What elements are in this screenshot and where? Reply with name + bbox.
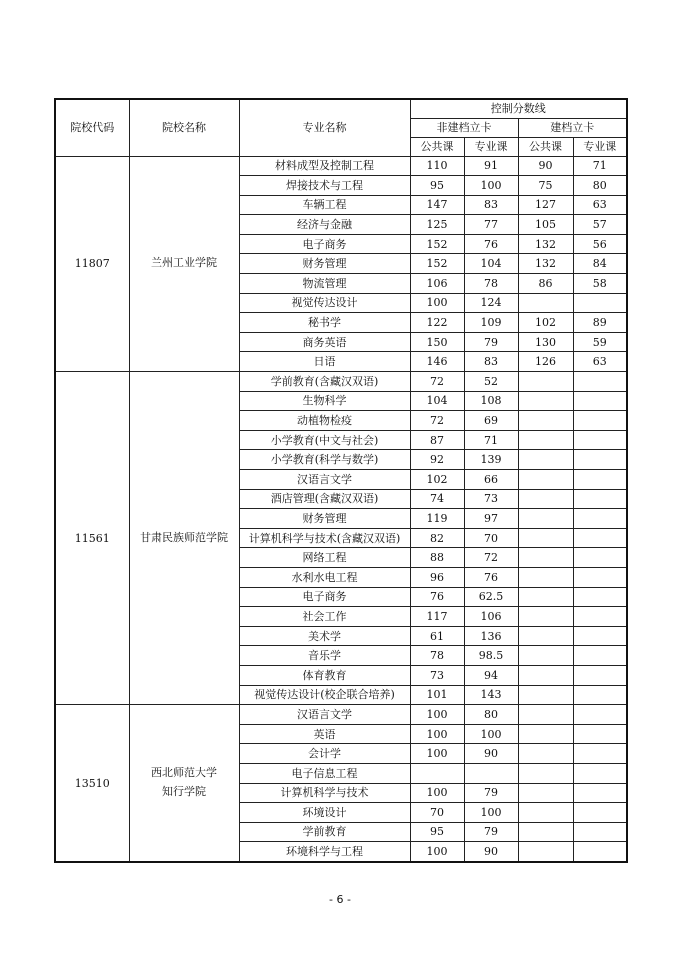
b-public-score-cell <box>518 803 573 823</box>
a-public-score-cell: 95 <box>410 822 464 842</box>
b-major-score-cell <box>573 430 627 450</box>
b-major-score-cell: 57 <box>573 215 627 235</box>
major-name-cell: 商务英语 <box>239 332 410 352</box>
a-major-score-cell: 52 <box>464 372 518 392</box>
b-public-score-cell <box>518 724 573 744</box>
b-public-score-cell <box>518 646 573 666</box>
b-major-score-cell <box>573 763 627 783</box>
a-public-score-cell: 106 <box>410 274 464 294</box>
b-major-score-cell: 63 <box>573 195 627 215</box>
major-name-cell: 计算机科学与技术 <box>239 783 410 803</box>
a-public-score-cell: 72 <box>410 411 464 431</box>
b-major-score-cell <box>573 567 627 587</box>
b-public-score-cell <box>518 626 573 646</box>
major-name-cell: 学前教育(含藏汉双语) <box>239 372 410 392</box>
a-major-score-cell: 70 <box>464 528 518 548</box>
a-major-score-cell: 109 <box>464 313 518 333</box>
b-public-score-cell: 132 <box>518 234 573 254</box>
b-major-score-cell <box>573 646 627 666</box>
a-major-score-cell: 139 <box>464 450 518 470</box>
a-public-score-cell: 110 <box>410 156 464 176</box>
a-major-score-cell: 94 <box>464 665 518 685</box>
b-public-score-cell <box>518 293 573 313</box>
table-row <box>55 156 627 176</box>
a-major-score-cell: 69 <box>464 411 518 431</box>
major-name-cell: 视觉传达设计 <box>239 293 410 313</box>
b-public-score-cell: 90 <box>518 156 573 176</box>
b-public-score-cell <box>518 763 573 783</box>
b-public-score-cell <box>518 842 573 862</box>
b-major-score-cell <box>573 470 627 490</box>
a-major-score-cell: 90 <box>464 842 518 862</box>
major-name-cell: 小学教育(科学与数学) <box>239 450 410 470</box>
a-major-score-cell: 66 <box>464 470 518 490</box>
header-school-name: 院校名称 <box>129 99 239 156</box>
major-name-cell: 电子商务 <box>239 234 410 254</box>
school-name-cell: 兰州工业学院 <box>129 156 239 372</box>
b-public-score-cell: 86 <box>518 274 573 294</box>
major-name-cell: 酒店管理(含藏汉双语) <box>239 489 410 509</box>
a-major-score-cell <box>464 763 518 783</box>
b-major-score-cell <box>573 842 627 862</box>
a-major-score-cell: 79 <box>464 822 518 842</box>
page-number: - 6 - <box>329 893 351 906</box>
b-major-score-cell <box>573 411 627 431</box>
a-public-score-cell: 104 <box>410 391 464 411</box>
a-major-score-cell: 83 <box>464 195 518 215</box>
b-major-score-cell <box>573 391 627 411</box>
a-public-score-cell: 117 <box>410 607 464 627</box>
b-major-score-cell <box>573 548 627 568</box>
a-public-score-cell: 119 <box>410 509 464 529</box>
a-major-score-cell: 143 <box>464 685 518 705</box>
b-public-score-cell <box>518 411 573 431</box>
a-public-score-cell: 72 <box>410 372 464 392</box>
a-major-score-cell: 100 <box>464 724 518 744</box>
b-major-score-cell <box>573 293 627 313</box>
header-school-code: 院校代码 <box>55 99 129 156</box>
b-public-score-cell: 75 <box>518 176 573 196</box>
a-public-score-cell: 100 <box>410 724 464 744</box>
major-name-cell: 英语 <box>239 724 410 744</box>
b-public-score-cell <box>518 607 573 627</box>
b-public-score-cell <box>518 685 573 705</box>
a-public-score-cell: 73 <box>410 665 464 685</box>
a-major-score-cell: 71 <box>464 430 518 450</box>
a-major-score-cell: 124 <box>464 293 518 313</box>
major-name-cell: 水利水电工程 <box>239 567 410 587</box>
major-name-cell: 财务管理 <box>239 509 410 529</box>
b-public-score-cell <box>518 705 573 725</box>
a-major-score-cell: 108 <box>464 391 518 411</box>
a-public-score-cell: 88 <box>410 548 464 568</box>
a-public-score-cell: 76 <box>410 587 464 607</box>
major-name-cell: 材料成型及控制工程 <box>239 156 410 176</box>
b-public-score-cell: 127 <box>518 195 573 215</box>
a-major-score-cell: 76 <box>464 234 518 254</box>
a-major-score-cell: 90 <box>464 744 518 764</box>
b-public-score-cell: 102 <box>518 313 573 333</box>
b-public-score-cell <box>518 470 573 490</box>
a-major-score-cell: 91 <box>464 156 518 176</box>
major-name-cell: 学前教育 <box>239 822 410 842</box>
school-name-cell: 甘肃民族师范学院 <box>129 372 239 705</box>
a-major-score-cell: 98.5 <box>464 646 518 666</box>
a-major-score-cell: 77 <box>464 215 518 235</box>
a-public-score-cell: 100 <box>410 705 464 725</box>
b-major-score-cell: 58 <box>573 274 627 294</box>
major-name-cell: 电子信息工程 <box>239 763 410 783</box>
major-name-cell: 视觉传达设计(校企联合培养) <box>239 685 410 705</box>
a-public-score-cell: 147 <box>410 195 464 215</box>
a-public-score-cell: 82 <box>410 528 464 548</box>
b-public-score-cell: 130 <box>518 332 573 352</box>
a-major-score-cell: 104 <box>464 254 518 274</box>
major-name-cell: 环境科学与工程 <box>239 842 410 862</box>
b-major-score-cell <box>573 587 627 607</box>
score-table <box>54 98 628 863</box>
school-code-cell: 13510 <box>55 705 129 862</box>
a-major-score-cell: 76 <box>464 567 518 587</box>
header-registered: 建档立卡 <box>518 118 627 137</box>
a-public-score-cell: 87 <box>410 430 464 450</box>
a-public-score-cell: 146 <box>410 352 464 372</box>
a-public-score-cell: 96 <box>410 567 464 587</box>
b-major-score-cell <box>573 450 627 470</box>
b-public-score-cell <box>518 430 573 450</box>
major-name-cell: 日语 <box>239 352 410 372</box>
major-name-cell: 小学教育(中文与社会) <box>239 430 410 450</box>
a-public-score-cell: 152 <box>410 254 464 274</box>
a-public-score-cell: 95 <box>410 176 464 196</box>
a-public-score-cell: 102 <box>410 470 464 490</box>
a-major-score-cell: 136 <box>464 626 518 646</box>
b-public-score-cell <box>518 567 573 587</box>
header-b-major-course: 专业课 <box>573 137 627 156</box>
header-control-score: 控制分数线 <box>410 99 627 118</box>
major-name-cell: 秘书学 <box>239 313 410 333</box>
a-major-score-cell: 97 <box>464 509 518 529</box>
school-code-cell: 11807 <box>55 156 129 372</box>
b-major-score-cell <box>573 705 627 725</box>
b-major-score-cell <box>573 626 627 646</box>
header-major-name: 专业名称 <box>239 99 410 156</box>
major-name-cell: 焊接技术与工程 <box>239 176 410 196</box>
a-public-score-cell: 74 <box>410 489 464 509</box>
b-major-score-cell: 63 <box>573 352 627 372</box>
major-name-cell: 会计学 <box>239 744 410 764</box>
a-public-score-cell: 125 <box>410 215 464 235</box>
b-public-score-cell <box>518 665 573 685</box>
major-name-cell: 网络工程 <box>239 548 410 568</box>
a-public-score-cell: 100 <box>410 744 464 764</box>
b-major-score-cell: 80 <box>573 176 627 196</box>
school-code-cell: 11561 <box>55 372 129 705</box>
major-name-cell: 动植物检疫 <box>239 411 410 431</box>
b-major-score-cell: 56 <box>573 234 627 254</box>
b-public-score-cell <box>518 450 573 470</box>
b-public-score-cell: 132 <box>518 254 573 274</box>
a-major-score-cell: 83 <box>464 352 518 372</box>
a-major-score-cell: 73 <box>464 489 518 509</box>
a-major-score-cell: 79 <box>464 332 518 352</box>
b-public-score-cell <box>518 783 573 803</box>
b-public-score-cell: 126 <box>518 352 573 372</box>
major-name-cell: 计算机科学与技术(含藏汉双语) <box>239 528 410 548</box>
a-public-score-cell: 100 <box>410 293 464 313</box>
a-major-score-cell: 79 <box>464 783 518 803</box>
major-name-cell: 汉语言文学 <box>239 470 410 490</box>
b-major-score-cell: 59 <box>573 332 627 352</box>
b-major-score-cell <box>573 685 627 705</box>
a-major-score-cell: 106 <box>464 607 518 627</box>
major-name-cell: 音乐学 <box>239 646 410 666</box>
a-public-score-cell: 70 <box>410 803 464 823</box>
a-public-score-cell: 61 <box>410 626 464 646</box>
table-row <box>55 705 627 725</box>
a-major-score-cell: 100 <box>464 803 518 823</box>
major-name-cell: 环境设计 <box>239 803 410 823</box>
b-major-score-cell <box>573 803 627 823</box>
b-major-score-cell <box>573 744 627 764</box>
header-a-major-course: 专业课 <box>464 137 518 156</box>
b-major-score-cell <box>573 509 627 529</box>
major-name-cell: 美术学 <box>239 626 410 646</box>
header-a-public-course: 公共课 <box>410 137 464 156</box>
b-major-score-cell <box>573 528 627 548</box>
b-major-score-cell <box>573 372 627 392</box>
school-name-cell: 西北师范大学 知行学院 <box>129 705 239 862</box>
b-public-score-cell <box>518 391 573 411</box>
a-major-score-cell: 62.5 <box>464 587 518 607</box>
a-public-score-cell: 150 <box>410 332 464 352</box>
major-name-cell: 财务管理 <box>239 254 410 274</box>
b-public-score-cell <box>518 822 573 842</box>
b-major-score-cell: 84 <box>573 254 627 274</box>
b-public-score-cell <box>518 548 573 568</box>
a-public-score-cell: 122 <box>410 313 464 333</box>
b-public-score-cell <box>518 587 573 607</box>
major-name-cell: 生物科学 <box>239 391 410 411</box>
b-public-score-cell <box>518 489 573 509</box>
header-b-public-course: 公共课 <box>518 137 573 156</box>
a-major-score-cell: 80 <box>464 705 518 725</box>
a-public-score-cell: 92 <box>410 450 464 470</box>
table-row <box>55 372 627 392</box>
a-public-score-cell: 100 <box>410 842 464 862</box>
b-public-score-cell <box>518 372 573 392</box>
major-name-cell: 体育教育 <box>239 665 410 685</box>
a-major-score-cell: 100 <box>464 176 518 196</box>
b-major-score-cell <box>573 489 627 509</box>
b-major-score-cell: 89 <box>573 313 627 333</box>
a-public-score-cell: 78 <box>410 646 464 666</box>
major-name-cell: 车辆工程 <box>239 195 410 215</box>
b-major-score-cell <box>573 607 627 627</box>
b-major-score-cell: 71 <box>573 156 627 176</box>
header-non-registered: 非建档立卡 <box>410 118 518 137</box>
a-public-score-cell: 100 <box>410 783 464 803</box>
b-public-score-cell: 105 <box>518 215 573 235</box>
major-name-cell: 物流管理 <box>239 274 410 294</box>
b-major-score-cell <box>573 665 627 685</box>
major-name-cell: 电子商务 <box>239 587 410 607</box>
a-public-score-cell: 152 <box>410 234 464 254</box>
b-public-score-cell <box>518 528 573 548</box>
a-major-score-cell: 78 <box>464 274 518 294</box>
major-name-cell: 社会工作 <box>239 607 410 627</box>
b-public-score-cell <box>518 509 573 529</box>
b-major-score-cell <box>573 724 627 744</box>
major-name-cell: 经济与金融 <box>239 215 410 235</box>
b-public-score-cell <box>518 744 573 764</box>
b-major-score-cell <box>573 783 627 803</box>
a-public-score-cell <box>410 763 464 783</box>
b-major-score-cell <box>573 822 627 842</box>
major-name-cell: 汉语言文学 <box>239 705 410 725</box>
a-public-score-cell: 101 <box>410 685 464 705</box>
a-major-score-cell: 72 <box>464 548 518 568</box>
